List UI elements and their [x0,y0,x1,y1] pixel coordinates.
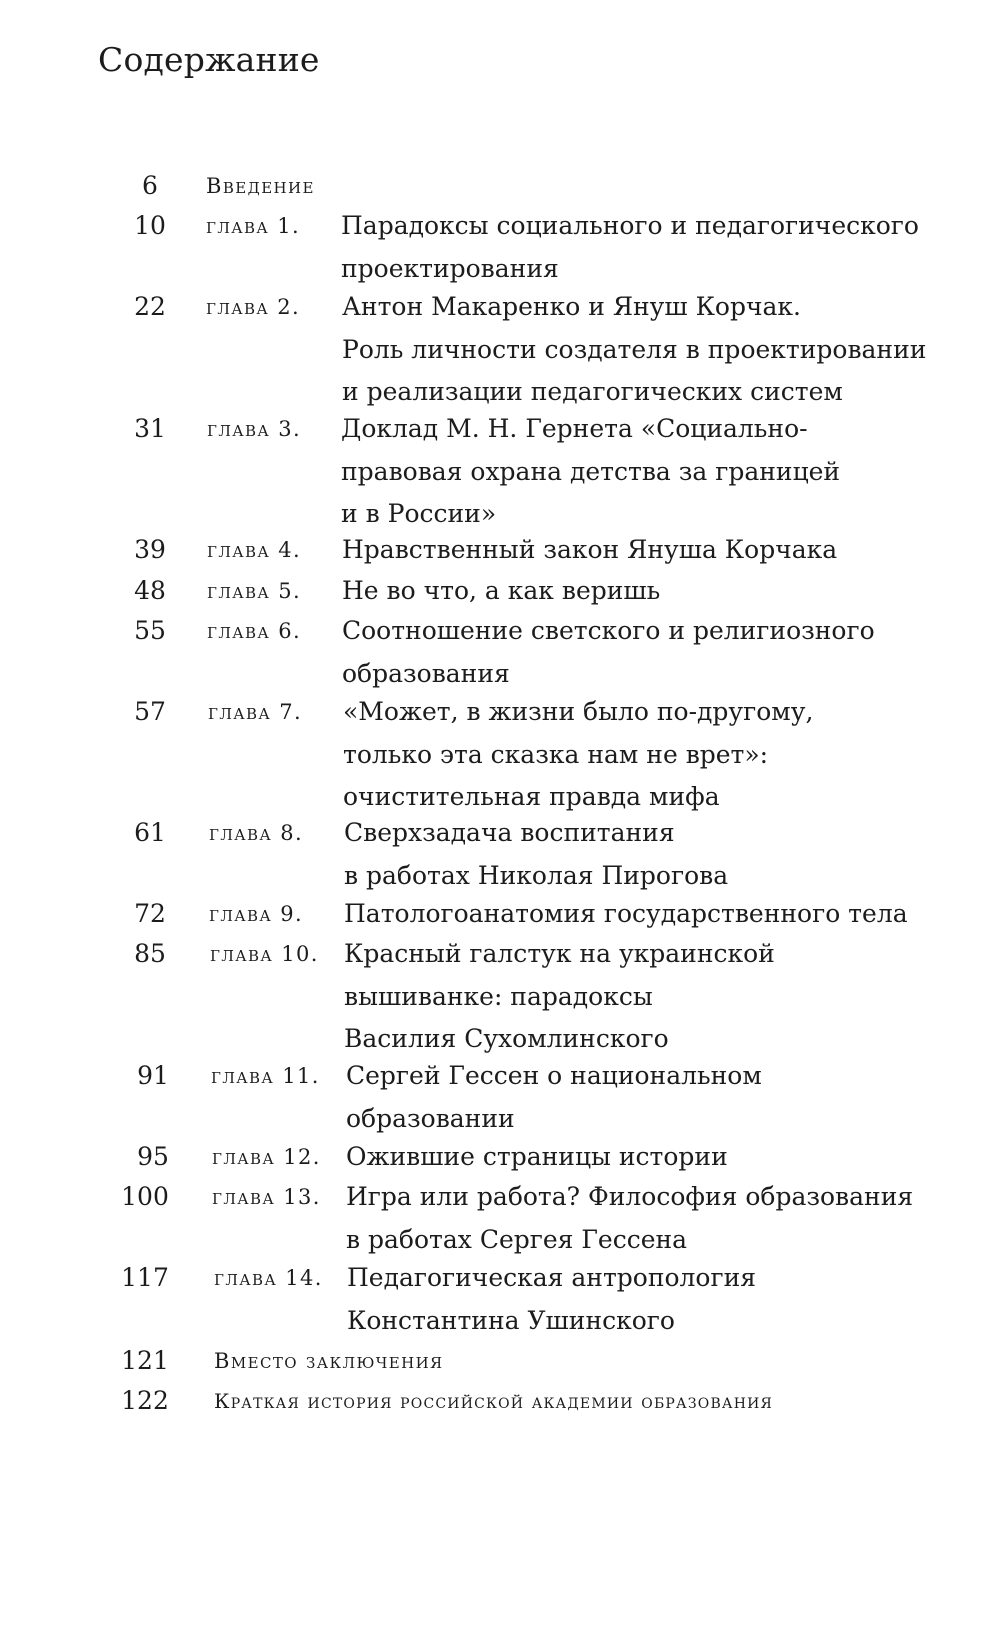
toc-chapter-title [341,408,941,536]
toc-chapter-label: глава 14. [214,1266,323,1290]
toc-page-number: 39 [134,535,166,564]
toc-chapter-title [344,812,944,897]
toc-chapter-label: глава 13. [212,1185,321,1209]
toc-chapter-title [342,610,942,695]
toc-title-line: Доклад М. Н. Гернета «Социально- [341,414,808,443]
toc-title-line: очистительная правда мифа [343,782,720,812]
toc-chapter-title [342,570,942,613]
toc-chapter-label: глава 7. [208,700,303,724]
toc-section-label: краткая история российской академии образования [214,1389,774,1413]
toc-title-line: в работах Сергея Гессена [346,1224,688,1254]
toc-title-line: Константина Ушинского [347,1305,675,1335]
toc-title-line: Красный галстук на украинской [344,939,775,968]
toc-chapter-title [346,1136,946,1179]
toc-title-line: и реализации педагогических систем [342,377,843,407]
toc-page-number: 61 [134,818,166,847]
toc-chapter-label: глава 5. [207,579,302,603]
toc-title-line: Ожившие страницы истории [346,1142,728,1171]
toc-page-number: 48 [134,576,166,605]
toc-chapter-label: глава 8. [209,821,304,845]
toc-chapter-label: глава 3. [207,417,302,441]
toc-title-line: Патологоанатомия государственного тела [344,899,908,928]
toc-title-line: проектирования [341,253,559,283]
toc-page-number: 6 [142,171,158,200]
toc-title-line: Сергей Гессен о национальном [346,1061,762,1090]
toc-page-number: 121 [121,1346,169,1375]
toc-title-line: Игра или работа? Философия образования [346,1182,914,1211]
toc-title-line: Соотношение светского и религиозного [342,616,875,645]
toc-title-line: вышиванке: парадоксы [344,981,653,1011]
toc-section-label: вместо заключения [214,1349,444,1373]
toc-page-number: 85 [134,939,166,968]
toc-page-number: 22 [134,292,166,321]
toc-chapter-label: глава 10. [210,942,319,966]
toc-chapter-title [341,205,941,290]
toc-title-line: в работах Николая Пирогова [344,860,729,890]
toc-chapter-label: глава 4. [207,538,302,562]
toc-title-line: Педагогическая антропология [347,1263,757,1292]
toc-chapter-title [343,691,943,819]
toc-chapter-label: глава 9. [209,902,304,926]
toc-chapter-label: глава 6. [207,619,302,643]
toc-chapter-title [346,1055,946,1140]
page-title: Содержание [98,40,320,79]
toc-title-line: только эта сказка нам не врет»: [343,739,769,769]
toc-chapter-title [342,529,942,572]
toc-chapter-label: глава 12. [212,1145,321,1169]
toc-title-line: Не во что, а как веришь [342,576,661,605]
toc-title-line: Антон Макаренко и Януш Корчак. [342,292,801,321]
toc-chapter-label: глава 1. [206,214,301,238]
toc-chapter-title [344,933,944,1061]
toc-chapter-title [342,286,942,414]
toc-chapter-title [346,1176,946,1261]
toc-title-line: Роль личности создателя в проектировании [342,334,927,364]
toc-title-line: правовая охрана детства за границей [341,456,841,486]
toc-title-line: Нравственный закон Януша Корчака [342,535,838,564]
toc-page-number: 100 [121,1182,169,1211]
toc-title-line: образовании [346,1103,515,1133]
toc-title-line: и в России» [341,499,497,529]
toc-chapter-label: глава 2. [206,295,301,319]
toc-title-line: Сверхзадача воспитания [344,818,675,847]
toc-page-number: 10 [134,211,166,240]
toc-title-line: образования [342,658,510,688]
toc-page-number: 31 [134,414,166,443]
toc-title-line: Василия Сухомлинского [344,1024,669,1054]
toc-page-number: 117 [121,1263,169,1292]
toc-page-number: 57 [134,697,166,726]
toc-page-number: 91 [137,1061,169,1090]
toc-page-number: 55 [134,616,166,645]
toc-page-number: 122 [121,1386,169,1415]
toc-page-number: 72 [134,899,166,928]
toc-title-line: «Может, в жизни было по-другому, [343,697,814,726]
toc-chapter-title [347,1257,947,1342]
toc-chapter-label: глава 11. [211,1064,320,1088]
toc-title-line: Парадоксы социального и педагогического [341,211,919,240]
toc-section-label: введение [206,174,315,198]
toc-chapter-title [344,893,944,936]
toc-page-number: 95 [137,1142,169,1171]
